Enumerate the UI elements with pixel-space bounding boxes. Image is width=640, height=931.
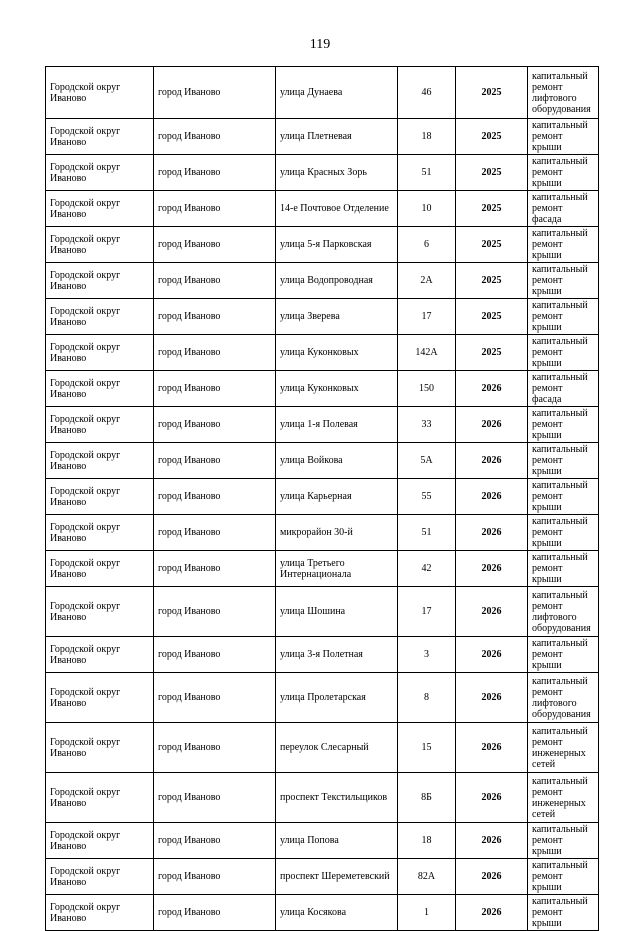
year-cell: 2025 [456, 119, 528, 155]
street-cell: микрорайон 30-й [276, 515, 398, 551]
work-type-cell: капитальный ремонт крыши [528, 119, 599, 155]
district-cell: Городской округ Иваново [46, 191, 154, 227]
street-cell: улица Косякова [276, 895, 398, 931]
work-type-cell: капитальный ремонт инженерных сетей [528, 723, 599, 773]
city-cell: город Иваново [154, 587, 276, 637]
year-cell: 2026 [456, 823, 528, 859]
house-number-cell: 15 [398, 723, 456, 773]
street-cell: улица Плетневая [276, 119, 398, 155]
city-cell: город Иваново [154, 773, 276, 823]
house-number-cell: 46 [398, 67, 456, 119]
district-cell: Городской округ Иваново [46, 371, 154, 407]
district-cell: Городской округ Иваново [46, 407, 154, 443]
year-cell: 2026 [456, 723, 528, 773]
year-cell: 2026 [456, 551, 528, 587]
table-row [46, 299, 599, 335]
city-cell: город Иваново [154, 637, 276, 673]
house-number-cell: 6 [398, 227, 456, 263]
district-cell: Городской округ Иваново [46, 479, 154, 515]
district-cell: Городской округ Иваново [46, 823, 154, 859]
house-number-cell: 82А [398, 859, 456, 895]
district-cell: Городской округ Иваново [46, 335, 154, 371]
house-number-cell: 55 [398, 479, 456, 515]
city-cell: город Иваново [154, 515, 276, 551]
year-cell: 2026 [456, 587, 528, 637]
year-cell: 2026 [456, 371, 528, 407]
year-cell: 2025 [456, 335, 528, 371]
district-cell: Городской округ Иваново [46, 859, 154, 895]
house-number-cell: 142А [398, 335, 456, 371]
house-number-cell: 51 [398, 155, 456, 191]
city-cell: город Иваново [154, 673, 276, 723]
work-type-cell: капитальный ремонт лифтового оборудования [528, 67, 599, 119]
year-cell: 2025 [456, 191, 528, 227]
registry-table [45, 66, 599, 931]
city-cell: город Иваново [154, 371, 276, 407]
work-type-cell: капитальный ремонт крыши [528, 299, 599, 335]
work-type-cell: капитальный ремонт крыши [528, 823, 599, 859]
table-row [46, 673, 599, 723]
street-cell: улица Дунаева [276, 67, 398, 119]
city-cell: город Иваново [154, 551, 276, 587]
street-cell: улица 1-я Полевая [276, 407, 398, 443]
house-number-cell: 18 [398, 823, 456, 859]
district-cell: Городской округ Иваново [46, 637, 154, 673]
house-number-cell: 150 [398, 371, 456, 407]
district-cell: Городской округ Иваново [46, 227, 154, 263]
street-cell: улица Войкова [276, 443, 398, 479]
district-cell: Городской округ Иваново [46, 515, 154, 551]
year-cell: 2025 [456, 67, 528, 119]
year-cell: 2025 [456, 227, 528, 263]
work-type-cell: капитальный ремонт лифтового оборудования [528, 673, 599, 723]
work-type-cell: капитальный ремонт крыши [528, 859, 599, 895]
street-cell: улица Зверева [276, 299, 398, 335]
table-row [46, 371, 599, 407]
street-cell: переулок Слесарный [276, 723, 398, 773]
city-cell: город Иваново [154, 299, 276, 335]
year-cell: 2025 [456, 263, 528, 299]
house-number-cell: 17 [398, 587, 456, 637]
street-cell: улица Куконковых [276, 335, 398, 371]
year-cell: 2026 [456, 515, 528, 551]
city-cell: город Иваново [154, 335, 276, 371]
district-cell: Городской округ Иваново [46, 551, 154, 587]
table-row [46, 155, 599, 191]
district-cell: Городской округ Иваново [46, 299, 154, 335]
house-number-cell: 18 [398, 119, 456, 155]
year-cell: 2026 [456, 637, 528, 673]
street-cell: улица Водопроводная [276, 263, 398, 299]
table-row [46, 859, 599, 895]
house-number-cell: 8 [398, 673, 456, 723]
street-cell: улица Шошина [276, 587, 398, 637]
table-row [46, 823, 599, 859]
city-cell: город Иваново [154, 407, 276, 443]
street-cell: улица Третьего Интернационала [276, 551, 398, 587]
house-number-cell: 8Б [398, 773, 456, 823]
table-row [46, 263, 599, 299]
year-cell: 2026 [456, 479, 528, 515]
work-type-cell: капитальный ремонт лифтового оборудования [528, 587, 599, 637]
city-cell: город Иваново [154, 67, 276, 119]
district-cell: Городской округ Иваново [46, 587, 154, 637]
city-cell: город Иваново [154, 263, 276, 299]
table-row [46, 895, 599, 931]
house-number-cell: 17 [398, 299, 456, 335]
district-cell: Городской округ Иваново [46, 67, 154, 119]
year-cell: 2026 [456, 773, 528, 823]
year-cell: 2026 [456, 895, 528, 931]
street-cell: улица Красных Зорь [276, 155, 398, 191]
year-cell: 2026 [456, 407, 528, 443]
street-cell: улица Попова [276, 823, 398, 859]
table-body [46, 67, 599, 931]
table-row [46, 191, 599, 227]
table-row [46, 443, 599, 479]
street-cell: улица 3-я Полетная [276, 637, 398, 673]
table-row [46, 119, 599, 155]
city-cell: город Иваново [154, 227, 276, 263]
year-cell: 2025 [456, 299, 528, 335]
street-cell: проспект Текстильщиков [276, 773, 398, 823]
house-number-cell: 2А [398, 263, 456, 299]
street-cell: улица Карьерная [276, 479, 398, 515]
table-row [46, 227, 599, 263]
table-row [46, 479, 599, 515]
house-number-cell: 33 [398, 407, 456, 443]
table-row [46, 335, 599, 371]
street-cell: 14-е Почтовое Отделение [276, 191, 398, 227]
work-type-cell: капитальный ремонт крыши [528, 895, 599, 931]
city-cell: город Иваново [154, 823, 276, 859]
district-cell: Городской округ Иваново [46, 263, 154, 299]
work-type-cell: капитальный ремонт крыши [528, 443, 599, 479]
city-cell: город Иваново [154, 443, 276, 479]
table-row [46, 723, 599, 773]
city-cell: город Иваново [154, 191, 276, 227]
year-cell: 2025 [456, 155, 528, 191]
district-cell: Городской округ Иваново [46, 443, 154, 479]
table-row [46, 407, 599, 443]
work-type-cell: капитальный ремонт инженерных сетей [528, 773, 599, 823]
work-type-cell: капитальный ремонт крыши [528, 155, 599, 191]
city-cell: город Иваново [154, 895, 276, 931]
work-type-cell: капитальный ремонт фасада [528, 191, 599, 227]
work-type-cell: капитальный ремонт крыши [528, 515, 599, 551]
year-cell: 2026 [456, 673, 528, 723]
house-number-cell: 42 [398, 551, 456, 587]
table-row [46, 587, 599, 637]
street-cell: улица Куконковых [276, 371, 398, 407]
city-cell: город Иваново [154, 155, 276, 191]
work-type-cell: капитальный ремонт фасада [528, 371, 599, 407]
table-row [46, 637, 599, 673]
district-cell: Городской округ Иваново [46, 773, 154, 823]
district-cell: Городской округ Иваново [46, 895, 154, 931]
house-number-cell: 10 [398, 191, 456, 227]
district-cell: Городской округ Иваново [46, 673, 154, 723]
city-cell: город Иваново [154, 723, 276, 773]
table-row [46, 67, 599, 119]
page-number: 119 [309, 37, 331, 52]
city-cell: город Иваново [154, 119, 276, 155]
house-number-cell: 1 [398, 895, 456, 931]
house-number-cell: 5А [398, 443, 456, 479]
year-cell: 2026 [456, 443, 528, 479]
street-cell: улица 5-я Парковская [276, 227, 398, 263]
district-cell: Городской округ Иваново [46, 723, 154, 773]
city-cell: город Иваново [154, 479, 276, 515]
house-number-cell: 3 [398, 637, 456, 673]
year-cell: 2026 [456, 859, 528, 895]
table-row [46, 773, 599, 823]
work-type-cell: капитальный ремонт крыши [528, 335, 599, 371]
table-row [46, 551, 599, 587]
work-type-cell: капитальный ремонт крыши [528, 227, 599, 263]
table-row [46, 515, 599, 551]
work-type-cell: капитальный ремонт крыши [528, 263, 599, 299]
street-cell: улица Пролетарская [276, 673, 398, 723]
work-type-cell: капитальный ремонт крыши [528, 407, 599, 443]
district-cell: Городской округ Иваново [46, 119, 154, 155]
work-type-cell: капитальный ремонт крыши [528, 551, 599, 587]
city-cell: город Иваново [154, 859, 276, 895]
street-cell: проспект Шереметевский [276, 859, 398, 895]
work-type-cell: капитальный ремонт крыши [528, 637, 599, 673]
work-type-cell: капитальный ремонт крыши [528, 479, 599, 515]
house-number-cell: 51 [398, 515, 456, 551]
district-cell: Городской округ Иваново [46, 155, 154, 191]
